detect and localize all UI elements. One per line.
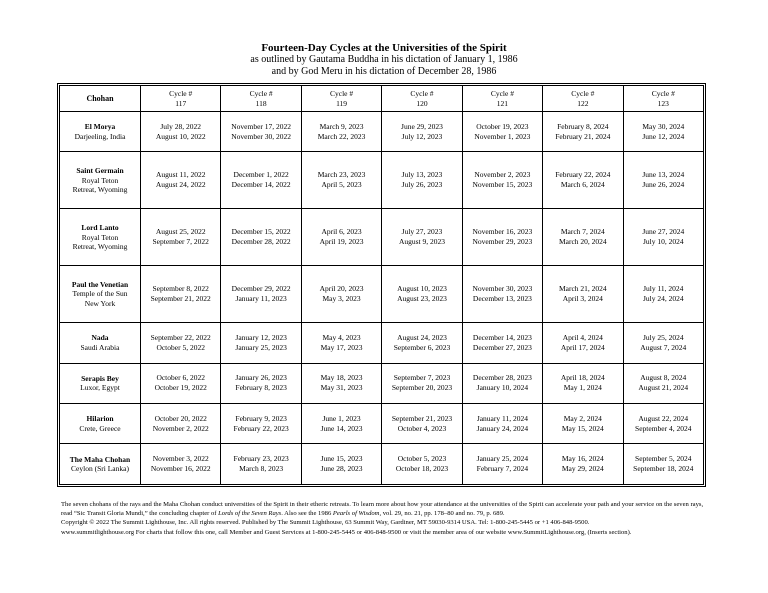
chohan-name: Saint Germain bbox=[76, 166, 124, 176]
cycle-dates-cell bbox=[462, 266, 542, 323]
start-date: February 9, 2023 bbox=[235, 413, 287, 423]
cycle-dates-cell bbox=[382, 152, 462, 209]
chohan-name: Paul the Venetian bbox=[71, 279, 129, 289]
cycle-dates-cell bbox=[221, 112, 301, 152]
cycle-number: 119 bbox=[336, 98, 348, 108]
table-header-row bbox=[60, 86, 704, 112]
end-date: August 21, 2024 bbox=[638, 383, 689, 393]
end-date: May 17, 2023 bbox=[320, 342, 363, 352]
cycle-number: 121 bbox=[496, 98, 509, 108]
cycle-header-118 bbox=[221, 86, 301, 112]
start-date: October 19, 2023 bbox=[476, 121, 529, 131]
start-date: December 29, 2022 bbox=[231, 284, 291, 294]
cycle-dates-cell bbox=[543, 444, 623, 485]
document-footer bbox=[61, 500, 709, 537]
table-row bbox=[60, 363, 704, 403]
start-date: March 23, 2023 bbox=[317, 170, 366, 180]
cycle-dates-cell bbox=[141, 209, 221, 266]
start-date: November 30, 2023 bbox=[472, 284, 533, 294]
table-row bbox=[60, 323, 704, 363]
cycle-dates-cell bbox=[623, 444, 703, 485]
cycle-dates-cell bbox=[221, 444, 301, 485]
start-date: April 6, 2023 bbox=[321, 227, 362, 237]
end-date: November 1, 2023 bbox=[474, 131, 531, 141]
chohan-retreat: Temple of the Sun bbox=[72, 289, 128, 299]
cycle-dates-cell bbox=[623, 323, 703, 363]
cycle-dates-cell bbox=[462, 444, 542, 485]
cycle-dates-cell bbox=[623, 209, 703, 266]
cycles-table-frame bbox=[57, 83, 706, 487]
cycle-number: 123 bbox=[657, 98, 669, 108]
chohan-retreat: New York bbox=[84, 298, 116, 308]
document-header bbox=[0, 42, 768, 78]
end-date: May 31, 2023 bbox=[320, 383, 363, 393]
cycle-dates-cell bbox=[301, 209, 381, 266]
cycle-dates-cell bbox=[301, 403, 381, 443]
start-date: May 18, 2023 bbox=[320, 373, 363, 383]
chohan-cell bbox=[60, 209, 141, 266]
cycle-number: 118 bbox=[255, 98, 267, 108]
chohan-retreat: Saudi Arabia bbox=[80, 342, 120, 352]
cycle-dates-cell bbox=[221, 209, 301, 266]
footer-copyright: Copyright © 2022 The Summit Lighthouse, Inc. All rights reserved. Published by The Summit Lighthouse, 63 Summit Way, Gardiner, MT 59030-9314 USA. Tel: 1-800-245-5445 or +1 406-848-9500. bbox=[61, 519, 590, 527]
end-date: November 30, 2022 bbox=[231, 131, 292, 141]
end-date: June 14, 2023 bbox=[320, 423, 363, 433]
cycle-label: Cycle # bbox=[571, 88, 595, 98]
end-date: May 29, 2024 bbox=[561, 464, 604, 474]
start-date: September 22, 2022 bbox=[150, 332, 211, 342]
end-date: April 5, 2023 bbox=[321, 180, 362, 190]
start-date: August 10, 2023 bbox=[397, 284, 447, 294]
start-date: September 7, 2023 bbox=[393, 373, 451, 383]
chohan-name: Lord Lanto bbox=[81, 223, 119, 232]
start-date: August 24, 2023 bbox=[397, 332, 447, 342]
cycle-dates-cell bbox=[462, 152, 542, 209]
start-date: August 22, 2024 bbox=[638, 413, 689, 423]
end-date: July 12, 2023 bbox=[401, 131, 443, 141]
end-date: July 10, 2024 bbox=[642, 237, 684, 247]
start-date: June 1, 2023 bbox=[322, 413, 361, 423]
end-date: February 7, 2024 bbox=[476, 464, 529, 474]
end-date: November 16, 2022 bbox=[150, 464, 211, 474]
footer-text: , vol. 29, no. 21, pp. 178–80 and no. 79, p. 689. bbox=[379, 510, 505, 518]
cycle-dates-cell bbox=[623, 112, 703, 152]
chohan-retreat: Crete, Greece bbox=[79, 423, 121, 433]
start-date: January 12, 2023 bbox=[235, 332, 287, 342]
end-date: October 5, 2022 bbox=[156, 342, 205, 352]
cycle-dates-cell bbox=[301, 444, 381, 485]
cycle-label: Cycle # bbox=[329, 88, 354, 98]
chohan-name: Serapis Bey bbox=[81, 373, 119, 383]
end-date: August 7, 2024 bbox=[640, 342, 687, 352]
end-date: April 19, 2023 bbox=[319, 237, 364, 247]
cycle-dates-cell bbox=[221, 152, 301, 209]
end-date: May 1, 2024 bbox=[563, 383, 602, 393]
end-date: February 21, 2024 bbox=[555, 131, 611, 141]
footer-publication-title: Pearls of Wisdom bbox=[332, 510, 380, 518]
footer-book-title: Lords of the Seven Rays bbox=[218, 510, 282, 518]
end-date: September 7, 2022 bbox=[152, 237, 209, 247]
cycle-dates-cell bbox=[221, 363, 301, 403]
cycle-dates-cell bbox=[382, 266, 462, 323]
start-date: June 13, 2024 bbox=[642, 170, 685, 180]
chohan-cell bbox=[60, 444, 141, 485]
chohan-name: The Maha Chohan bbox=[69, 454, 131, 464]
start-date: February 22, 2024 bbox=[555, 170, 611, 180]
cycle-dates-cell bbox=[462, 323, 542, 363]
cycle-number: 117 bbox=[175, 98, 187, 108]
start-date: March 21, 2024 bbox=[558, 284, 607, 294]
end-date: September 20, 2023 bbox=[391, 383, 453, 393]
chohan-retreat: Retreat, Wyoming bbox=[72, 242, 128, 251]
cycle-dates-cell bbox=[623, 266, 703, 323]
end-date: March 8, 2023 bbox=[239, 464, 284, 474]
end-date: January 11, 2023 bbox=[235, 294, 287, 304]
start-date: June 27, 2024 bbox=[642, 227, 685, 237]
end-date: June 12, 2024 bbox=[642, 131, 685, 141]
end-date: March 20, 2024 bbox=[558, 237, 607, 247]
start-date: November 16, 2023 bbox=[472, 227, 533, 237]
end-date: December 14, 2022 bbox=[231, 180, 291, 190]
chohan-retreat: Retreat, Wyoming bbox=[72, 185, 128, 195]
cycle-dates-cell bbox=[543, 112, 623, 152]
cycle-dates-cell bbox=[543, 266, 623, 323]
end-date: September 21, 2022 bbox=[150, 294, 211, 304]
cycle-label: Cycle # bbox=[249, 88, 273, 98]
chohan-cell bbox=[60, 152, 141, 209]
start-date: May 4, 2023 bbox=[322, 332, 361, 342]
start-date: March 9, 2023 bbox=[319, 121, 364, 131]
table-row bbox=[60, 266, 704, 323]
cycle-dates-cell bbox=[301, 152, 381, 209]
end-date: September 4, 2024 bbox=[635, 423, 692, 433]
cycle-label: Cycle # bbox=[651, 88, 675, 98]
start-date: June 15, 2023 bbox=[320, 454, 363, 464]
chohan-cell bbox=[60, 363, 141, 403]
start-date: November 3, 2022 bbox=[152, 454, 209, 464]
table-body bbox=[60, 112, 704, 485]
end-date: October 18, 2023 bbox=[395, 464, 449, 474]
cycle-header-120 bbox=[382, 86, 462, 112]
document-subtitle-1: as outlined by Gautama Buddha in his dictation of January 1, 1986 bbox=[250, 54, 518, 65]
footer-contact: www.summitlighthouse.org For charts that follow this one, call Member and Guest Services at 1-800-245-5445 or 406-848-9500 or visit the member area of our website www.SummitLighthouse.org, (Inserts section). bbox=[61, 528, 632, 536]
end-date: August 10, 2022 bbox=[155, 131, 206, 141]
cycle-dates-cell bbox=[382, 323, 462, 363]
start-date: October 6, 2022 bbox=[156, 373, 205, 383]
start-date: July 25, 2024 bbox=[642, 332, 684, 342]
cycle-header-121 bbox=[462, 86, 542, 112]
cycle-dates-cell bbox=[382, 363, 462, 403]
cycle-dates-cell bbox=[141, 323, 221, 363]
chohan-retreat: Luxor, Egypt bbox=[80, 383, 120, 393]
start-date: December 1, 2022 bbox=[233, 170, 289, 180]
cycle-dates-cell bbox=[462, 112, 542, 152]
cycle-header-119 bbox=[301, 86, 381, 112]
cycle-dates-cell bbox=[543, 152, 623, 209]
start-date: March 7, 2024 bbox=[560, 227, 605, 237]
start-date: December 14, 2023 bbox=[472, 332, 532, 342]
start-date: January 26, 2023 bbox=[235, 373, 287, 383]
chohan-name: El Morya bbox=[84, 122, 116, 132]
chohan-cell bbox=[60, 403, 141, 443]
chohan-retreat: Ceylon (Sri Lanka) bbox=[71, 464, 129, 474]
chohan-cell bbox=[60, 112, 141, 152]
start-date: November 17, 2022 bbox=[231, 121, 292, 131]
chohan-column-header: Chohan bbox=[60, 86, 141, 112]
start-date: September 8, 2022 bbox=[152, 284, 209, 294]
table-row bbox=[60, 444, 704, 485]
end-date: August 23, 2023 bbox=[397, 294, 447, 304]
table-row bbox=[60, 403, 704, 443]
start-date: July 27, 2023 bbox=[401, 227, 443, 237]
cycle-dates-cell bbox=[623, 152, 703, 209]
cycle-number: 122 bbox=[577, 98, 589, 108]
cycle-dates-cell bbox=[382, 403, 462, 443]
start-date: January 25, 2024 bbox=[476, 454, 529, 464]
document-subtitle-2: and by God Meru in his dictation of December 28, 1986 bbox=[271, 66, 497, 77]
cycle-dates-cell bbox=[141, 444, 221, 485]
cycle-dates-cell bbox=[462, 363, 542, 403]
end-date: November 15, 2023 bbox=[472, 180, 533, 190]
end-date: July 26, 2023 bbox=[401, 180, 443, 190]
cycle-dates-cell bbox=[301, 112, 381, 152]
end-date: April 17, 2024 bbox=[560, 342, 605, 352]
start-date: January 11, 2024 bbox=[476, 413, 528, 423]
start-date: July 13, 2023 bbox=[401, 170, 443, 180]
end-date: September 6, 2023 bbox=[393, 342, 451, 352]
cycle-header-117 bbox=[141, 86, 221, 112]
cycle-dates-cell bbox=[221, 403, 301, 443]
cycle-label: Cycle # bbox=[169, 88, 193, 98]
cycle-dates-cell bbox=[543, 209, 623, 266]
end-date: December 27, 2023 bbox=[472, 342, 532, 352]
chohan-name: Nada bbox=[91, 333, 109, 343]
cycle-dates-cell bbox=[221, 323, 301, 363]
cycle-label: Cycle # bbox=[410, 88, 434, 98]
cycle-dates-cell bbox=[141, 266, 221, 323]
start-date: February 23, 2023 bbox=[233, 454, 289, 464]
cycle-dates-cell bbox=[623, 403, 703, 443]
start-date: August 8, 2024 bbox=[640, 373, 687, 383]
start-date: February 8, 2024 bbox=[557, 121, 609, 131]
cycle-dates-cell bbox=[301, 363, 381, 403]
cycle-header-122 bbox=[543, 86, 623, 112]
end-date: February 8, 2023 bbox=[235, 383, 287, 393]
cycle-dates-cell bbox=[141, 112, 221, 152]
start-date: September 5, 2024 bbox=[635, 454, 692, 464]
chohan-cell bbox=[60, 266, 141, 323]
cycle-number: 120 bbox=[416, 98, 428, 108]
chohan-cell bbox=[60, 323, 141, 363]
start-date: May 2, 2024 bbox=[563, 413, 602, 423]
end-date: September 18, 2024 bbox=[633, 464, 694, 474]
start-date: May 16, 2024 bbox=[561, 454, 604, 464]
cycles-table bbox=[59, 85, 704, 485]
start-date: July 28, 2022 bbox=[160, 121, 202, 131]
end-date: August 24, 2022 bbox=[155, 180, 206, 190]
cycle-label: Cycle # bbox=[490, 88, 514, 98]
end-date: June 26, 2024 bbox=[642, 180, 685, 190]
end-date: March 6, 2024 bbox=[560, 180, 605, 190]
start-date: November 2, 2023 bbox=[474, 170, 531, 180]
cycle-dates-cell bbox=[141, 403, 221, 443]
start-date: October 5, 2023 bbox=[397, 454, 447, 464]
start-date: May 30, 2024 bbox=[642, 121, 685, 131]
table-row bbox=[60, 152, 704, 209]
start-date: August 25, 2022 bbox=[155, 227, 206, 237]
end-date: March 22, 2023 bbox=[317, 131, 366, 141]
end-date: November 29, 2023 bbox=[472, 237, 533, 247]
start-date: April 20, 2023 bbox=[319, 284, 364, 294]
cycle-dates-cell bbox=[382, 209, 462, 266]
start-date: September 21, 2023 bbox=[391, 413, 453, 423]
cycle-dates-cell bbox=[543, 323, 623, 363]
end-date: April 3, 2024 bbox=[562, 294, 603, 304]
end-date: December 13, 2023 bbox=[472, 294, 532, 304]
end-date: July 24, 2024 bbox=[642, 294, 684, 304]
cycle-dates-cell bbox=[301, 323, 381, 363]
cycle-header-123 bbox=[623, 86, 703, 112]
end-date: October 4, 2023 bbox=[397, 423, 447, 433]
end-date: October 19, 2022 bbox=[154, 383, 207, 393]
start-date: December 15, 2022 bbox=[231, 227, 291, 237]
document-title: Fourteen-Day Cycles at the Universities of the Spirit bbox=[261, 42, 507, 54]
footer-note bbox=[61, 500, 709, 518]
end-date: January 10, 2024 bbox=[476, 383, 529, 393]
end-date: January 25, 2023 bbox=[235, 342, 287, 352]
cycle-dates-cell bbox=[543, 403, 623, 443]
start-date: April 18, 2024 bbox=[560, 373, 605, 383]
cycle-dates-cell bbox=[141, 363, 221, 403]
end-date: November 2, 2022 bbox=[152, 423, 209, 433]
footer-text: . Also see the 1986 bbox=[281, 510, 333, 518]
cycle-dates-cell bbox=[543, 363, 623, 403]
cycle-dates-cell bbox=[382, 112, 462, 152]
end-date: August 9, 2023 bbox=[398, 237, 445, 247]
start-date: July 11, 2024 bbox=[643, 284, 684, 294]
cycle-dates-cell bbox=[462, 209, 542, 266]
end-date: January 24, 2024 bbox=[476, 423, 529, 433]
chohan-retreat: Darjeeling, India bbox=[74, 131, 126, 141]
cycle-dates-cell bbox=[301, 266, 381, 323]
end-date: May 15, 2024 bbox=[561, 423, 604, 433]
start-date: December 28, 2023 bbox=[472, 373, 532, 383]
chohan-name: Hilarion bbox=[86, 414, 114, 424]
start-date: October 20, 2022 bbox=[154, 413, 207, 423]
end-date: May 3, 2023 bbox=[322, 294, 361, 304]
cycle-dates-cell bbox=[382, 444, 462, 485]
chohan-retreat: Royal Teton bbox=[81, 232, 119, 242]
cycle-dates-cell bbox=[462, 403, 542, 443]
cycle-dates-cell bbox=[623, 363, 703, 403]
footer-text: The seven chohans of the rays and the Maha Chohan conduct universities of the Spirit in their etheric retreats. To learn more about how your attendance at the universities of the Spirit can accelerate your path and your service on the seven rays, read “Sic Transit Gloria Mundi,” the concluding chapter of bbox=[61, 501, 704, 518]
start-date: April 4, 2024 bbox=[562, 332, 603, 342]
table-row bbox=[60, 112, 704, 152]
start-date: August 11, 2022 bbox=[155, 170, 206, 180]
start-date: June 29, 2023 bbox=[401, 121, 443, 131]
chohan-retreat: Royal Teton bbox=[81, 175, 119, 185]
end-date: June 28, 2023 bbox=[320, 464, 363, 474]
end-date: December 28, 2022 bbox=[231, 237, 291, 247]
cycle-dates-cell bbox=[221, 266, 301, 323]
table-row bbox=[60, 209, 704, 266]
end-date: February 22, 2023 bbox=[233, 423, 289, 433]
cycle-dates-cell bbox=[141, 152, 221, 209]
